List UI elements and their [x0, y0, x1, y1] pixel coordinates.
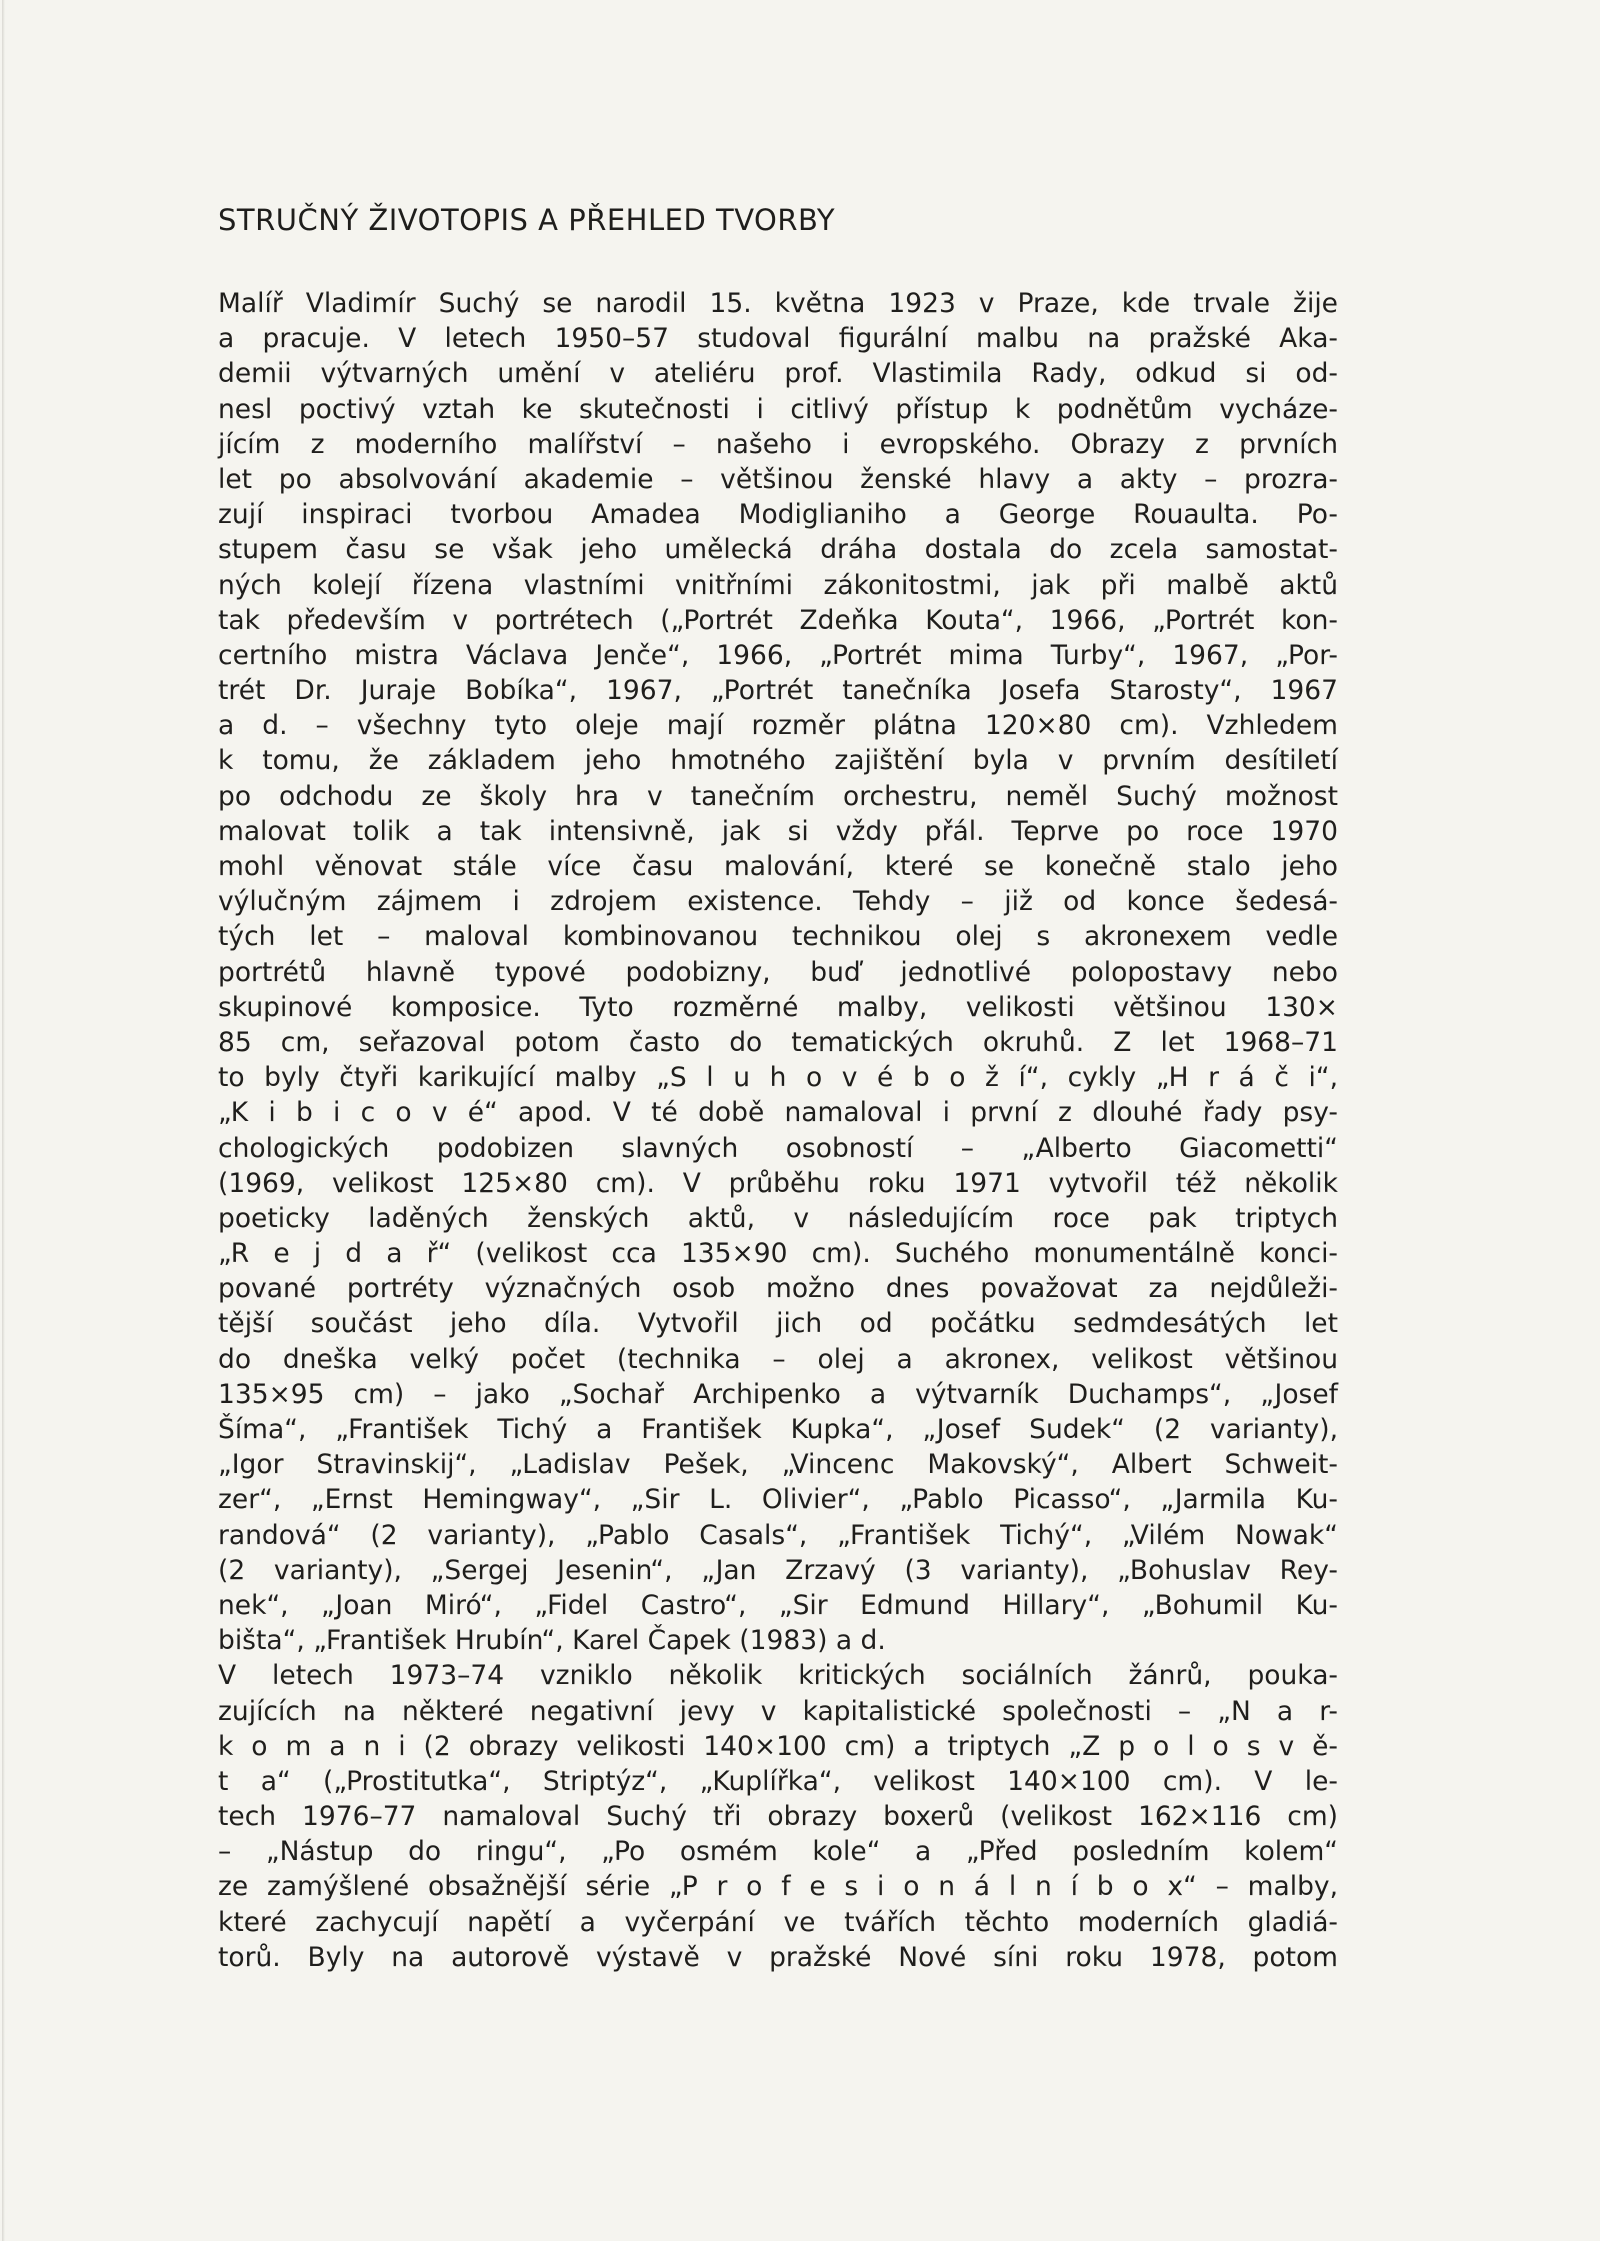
text-line: certního mistra Václava Jenče“, 1966, „Portrét mima Turby“, 1967, „Por-: [218, 639, 1338, 671]
text-line: portrétů hlavně typové podobizny, buď jednotlivé polopostavy nebo: [218, 956, 1338, 988]
text-line: let po absolvování akademie – většinou ženské hlavy a akty – prozra-: [218, 463, 1338, 495]
text-line: ných kolejí řízena vlastními vnitřními zákonitostmi, jak při malbě aktů: [218, 569, 1338, 601]
text-line: tých let – maloval kombinovanou technikou olej s akronexem vedle: [218, 921, 1338, 953]
text-line: zujících na některé negativní jevy v kapitalistické společnosti – „N a r-: [218, 1695, 1338, 1727]
text-line: 85 cm, seřazoval potom často do tematických okruhů. Z let 1968–71: [218, 1026, 1338, 1058]
text-line: jícím z moderního malířství – našeho i evropského. Obrazy z prvních: [218, 428, 1338, 460]
text-line: zují inspiraci tvorbou Amadea Modiglianiho a George Rouaulta. Po-: [218, 499, 1338, 531]
text-line: po odchodu ze školy hra v tanečním orchestru, neměl Suchý možnost: [218, 780, 1338, 812]
text-line: pované portréty význačných osob možno dnes považovat za nejdůleži-: [218, 1273, 1338, 1305]
text-line: do dneška velký počet (technika – olej a akronex, velikost většinou: [218, 1343, 1338, 1375]
text-line: tech 1976–77 namaloval Suchý tři obrazy boxerů (velikost 162×116 cm): [218, 1801, 1338, 1833]
text-line: V letech 1973–74 vzniklo několik kritických sociálních žánrů, pouka-: [218, 1660, 1338, 1692]
text-line: – „Nástup do ringu“, „Po osmém kole“ a „Před posledním kolem“: [218, 1836, 1338, 1868]
text-line: k tomu, že základem jeho hmotného zajištění byla v prvním desítiletí: [218, 745, 1338, 777]
text-line: malovat tolik a tak intensivně, jak si vždy přál. Teprve po roce 1970: [218, 815, 1338, 847]
text-line: výlučným zájmem i zdrojem existence. Tehdy – již od konce šedesá-: [218, 886, 1338, 918]
document-content: [218, 202, 1338, 1975]
text-line: bišta“, „František Hrubín“, Karel Čapek (1983) a d.: [218, 1625, 886, 1657]
scan-edge: [2, 0, 5, 2241]
text-line: stupem času se však jeho umělecká dráha dostala do zcela samostat-: [218, 534, 1338, 566]
text-line: 135×95 cm) – jako „Sochař Archipenko a výtvarník Duchamps“, „Josef: [218, 1378, 1338, 1410]
text-line: poeticky laděných ženských aktů, v následujícím roce pak triptych: [218, 1202, 1338, 1234]
text-line: zer“, „Ernst Hemingway“, „Sir L. Olivier“, „Pablo Picasso“, „Jarmila Ku-: [218, 1484, 1338, 1516]
body-text: [218, 286, 1338, 1975]
text-line: demii výtvarných umění v ateliéru prof. Vlastimila Rady, odkud si od-: [218, 358, 1338, 390]
text-line: k o m a n i (2 obrazy velikosti 140×100 cm) a triptych „Z p o l o s v ě-: [218, 1730, 1338, 1762]
text-line: (1969, velikost 125×80 cm). V průběhu roku 1971 vytvořil též několik: [218, 1167, 1338, 1199]
text-line: (2 varianty), „Sergej Jesenin“, „Jan Zrzavý (3 varianty), „Bohuslav Rey-: [218, 1554, 1338, 1586]
text-line: randová“ (2 varianty), „Pablo Casals“, „František Tichý“, „Vilém Nowak“: [218, 1519, 1338, 1551]
text-line: mohl věnovat stále více času malování, které se konečně stalo jeho: [218, 851, 1338, 882]
text-line: Šíma“, „František Tichý a František Kupka“, „Josef Sudek“ (2 varianty),: [218, 1414, 1338, 1445]
text-line: a pracuje. V letech 1950–57 studoval figurální malbu na pražské Aka-: [218, 323, 1338, 355]
text-line: „R e j d a ř“ (velikost cca 135×90 cm). Suchého monumentálně konci-: [218, 1238, 1338, 1270]
text-line: nek“, „Joan Miró“, „Fidel Castro“, „Sir Edmund Hillary“, „Bohumil Ku-: [218, 1589, 1338, 1621]
text-line: a d. – všechny tyto oleje mají rozměr plátna 120×80 cm). Vzhledem: [218, 710, 1338, 742]
document-title: STRUČNÝ ŽIVOTOPIS A PŘEHLED TVORBY: [218, 203, 836, 237]
text-line: které zachycují napětí a vyčerpání ve tvářích těchto moderních gladiá-: [218, 1906, 1338, 1938]
text-line: torů. Byly na autorově výstavě v pražské Nové síni roku 1978, potom: [218, 1941, 1338, 1973]
text-line: trét Dr. Juraje Bobíka“, 1967, „Portrét tanečníka Josefa Starosty“, 1967: [218, 675, 1338, 707]
text-line: „Igor Stravinskij“, „Ladislav Pešek, „Vincenc Makovský“, Albert Schweit-: [218, 1449, 1338, 1481]
text-line: tak především v portrétech („Portrét Zdeňka Kouta“, 1966, „Portrét kon-: [218, 604, 1338, 636]
text-line: t a“ („Prostitutka“, Striptýz“, „Kuplířka“, velikost 140×100 cm). V le-: [218, 1765, 1338, 1797]
text-line: nesl poctivý vztah ke skutečnosti i citlivý přístup k podnětům vycháze-: [218, 393, 1338, 425]
text-line: tější součást jeho díla. Vytvořil jich od počátku sedmdesátých let: [218, 1308, 1338, 1340]
text-line: Malíř Vladimír Suchý se narodil 15. května 1923 v Praze, kde trvale žije: [218, 288, 1338, 319]
text-line: ze zamýšlené obsažnější série „P r o f e s i o n á l n í b o x“ – malby,: [218, 1871, 1338, 1903]
text-line: chologických podobizen slavných osobností – „Alberto Giacometti“: [218, 1132, 1338, 1164]
text-line: „K i b i c o v é“ apod. V té době namaloval i první z dlouhé řady psy-: [218, 1097, 1338, 1129]
text-line: skupinové komposice. Tyto rozměrné malby, velikosti většinou 130×: [218, 991, 1338, 1023]
text-line: to byly čtyři karikující malby „S l u h o v é b o ž í“, cykly „H r á č i“,: [218, 1062, 1338, 1094]
